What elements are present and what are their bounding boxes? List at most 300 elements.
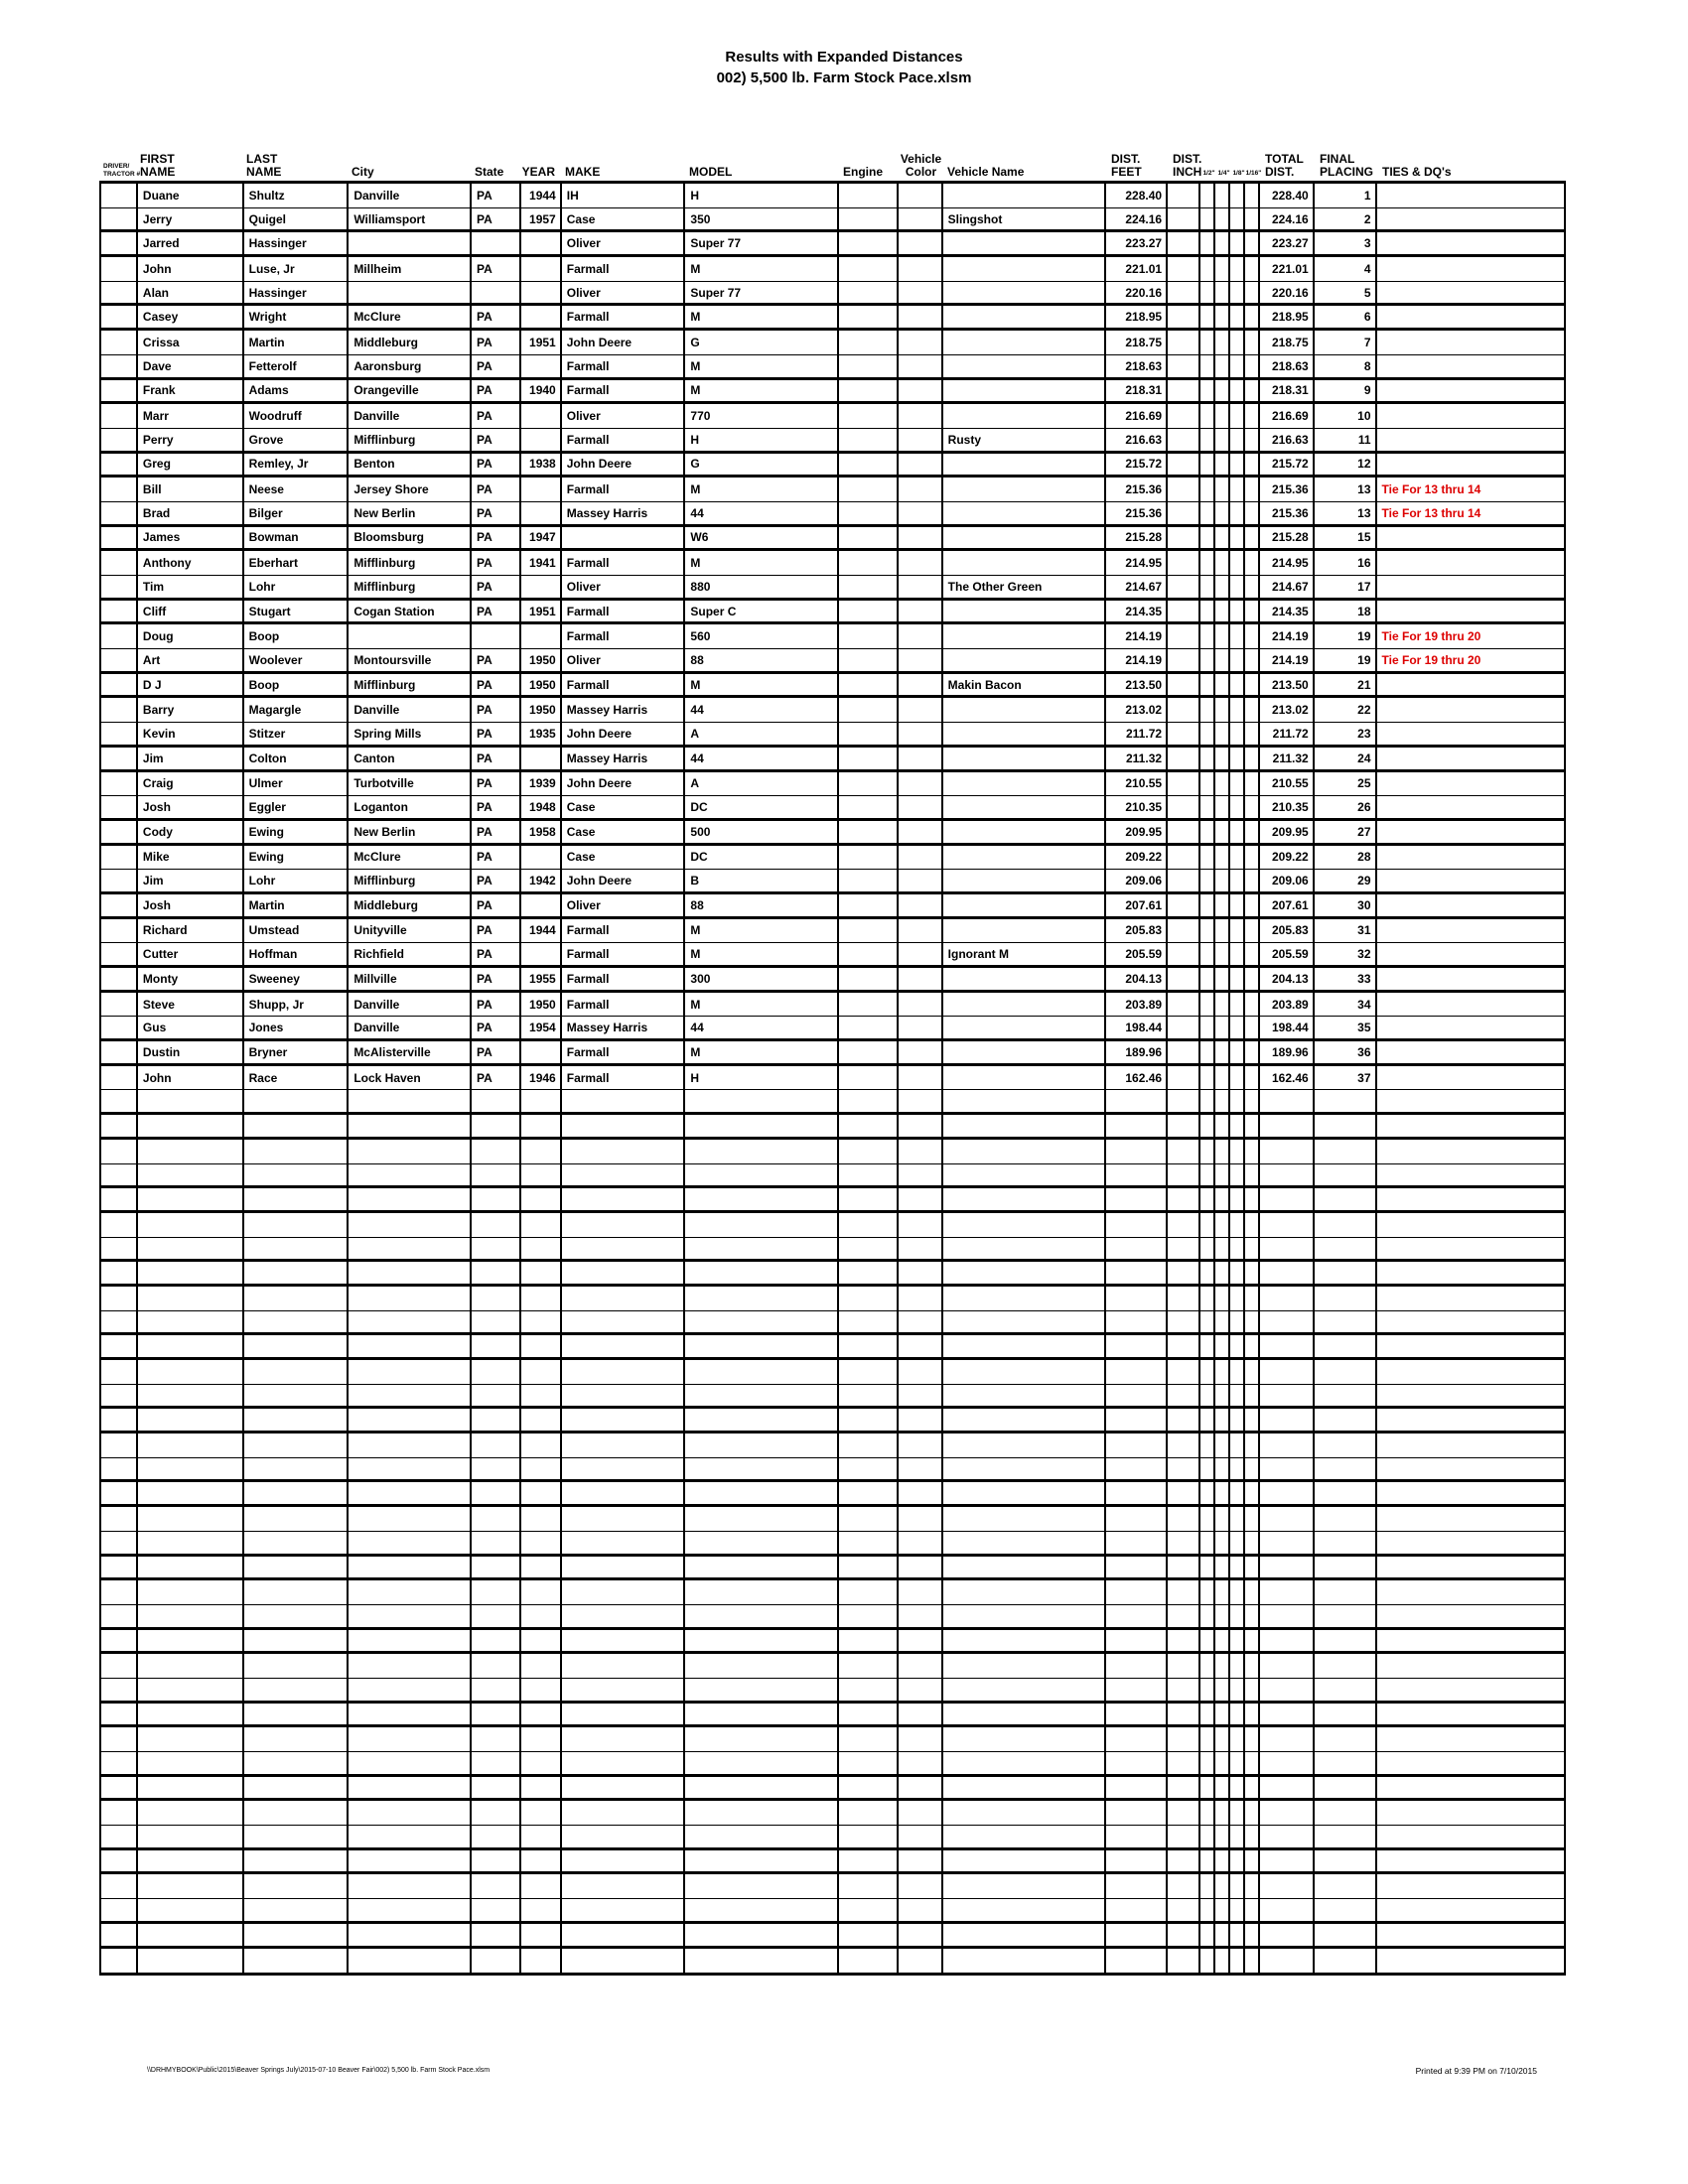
column-header-vehicle-name: Vehicle Name — [947, 165, 1025, 179]
driver-tractor-number-cell — [101, 576, 138, 598]
final-placing-cell: 17 — [1315, 576, 1377, 598]
year-cell — [521, 1041, 562, 1063]
engine-cell — [839, 1409, 899, 1431]
eighth-inch-cell — [1230, 993, 1245, 1017]
final-placing-cell: 12 — [1315, 454, 1377, 476]
final-placing-cell: 13 — [1315, 502, 1377, 524]
model-cell: 770 — [685, 404, 839, 428]
make-cell — [562, 1605, 686, 1627]
final-placing-cell — [1315, 1140, 1377, 1163]
state-cell: PA — [472, 306, 521, 328]
total-dist-cell: 209.95 — [1260, 821, 1315, 843]
eighth-inch-cell — [1230, 502, 1245, 524]
model-cell — [685, 1801, 839, 1825]
driver-tractor-number-cell — [101, 846, 138, 870]
total-dist-cell — [1260, 1679, 1315, 1701]
make-cell: Massey Harris — [562, 748, 686, 769]
engine-cell — [839, 821, 899, 843]
eighth-inch-cell — [1230, 1287, 1245, 1310]
total-dist-cell — [1260, 1850, 1315, 1872]
sixteenth-inch-cell — [1245, 257, 1260, 281]
quarter-inch-cell — [1215, 1557, 1230, 1578]
model-cell: M — [685, 478, 839, 501]
final-placing-cell: 22 — [1315, 698, 1377, 722]
year-cell — [521, 1262, 562, 1284]
driver-tractor-number-cell — [101, 1164, 138, 1186]
quarter-inch-cell — [1215, 1801, 1230, 1825]
dist-inch-cell — [1168, 282, 1200, 304]
final-placing-cell — [1315, 1311, 1377, 1333]
sixteenth-inch-cell — [1245, 1287, 1260, 1310]
first-name-cell — [138, 1850, 244, 1872]
vehicle-name-cell — [943, 1605, 1107, 1627]
dist-inch-cell — [1168, 1532, 1200, 1554]
table-row — [101, 576, 1564, 601]
vehicle-color-cell — [899, 502, 943, 524]
driver-tractor-number-cell — [101, 1924, 138, 1946]
eighth-inch-cell — [1230, 454, 1245, 476]
make-cell: Farmall — [562, 674, 686, 696]
half-inch-cell — [1200, 1041, 1215, 1063]
eighth-inch-cell — [1230, 1066, 1245, 1090]
first-name-cell: Josh — [138, 894, 244, 916]
driver-tractor-number-cell — [101, 1874, 138, 1898]
vehicle-color-cell — [899, 1409, 943, 1431]
engine-cell — [839, 846, 899, 870]
driver-tractor-number-cell — [101, 1482, 138, 1504]
dist-inch-cell — [1168, 1360, 1200, 1384]
total-dist-cell: 220.16 — [1260, 282, 1315, 304]
dist-inch-cell — [1168, 1041, 1200, 1063]
make-cell — [562, 1409, 686, 1431]
table-row — [101, 306, 1564, 331]
state-cell — [472, 1679, 521, 1701]
city-cell — [349, 1630, 472, 1652]
first-name-cell — [138, 1630, 244, 1652]
sixteenth-inch-cell — [1245, 1777, 1260, 1799]
city-cell — [349, 1924, 472, 1946]
last-name-cell — [244, 1433, 350, 1457]
dist-feet-cell — [1106, 1458, 1168, 1480]
quarter-inch-cell — [1215, 846, 1230, 870]
total-dist-cell: 218.31 — [1260, 380, 1315, 402]
ties-dqs-cell — [1377, 208, 1564, 230]
vehicle-name-cell — [943, 1090, 1107, 1112]
ties-dqs-cell — [1377, 1704, 1564, 1725]
total-dist-cell: 210.35 — [1260, 796, 1315, 818]
final-placing-cell — [1315, 1826, 1377, 1847]
last-name-cell — [244, 1679, 350, 1701]
last-name-cell: Bilger — [244, 502, 350, 524]
ties-dqs-cell — [1377, 1630, 1564, 1652]
last-name-cell — [244, 1654, 350, 1678]
driver-tractor-number-cell — [101, 601, 138, 622]
state-cell: PA — [472, 993, 521, 1017]
year-cell — [521, 1238, 562, 1260]
final-placing-cell — [1315, 1679, 1377, 1701]
half-inch-cell — [1200, 748, 1215, 769]
make-cell — [562, 1727, 686, 1751]
half-inch-cell — [1200, 894, 1215, 916]
total-dist-cell — [1260, 1164, 1315, 1186]
final-placing-cell — [1315, 1507, 1377, 1531]
driver-tractor-number-cell — [101, 1630, 138, 1652]
city-cell — [349, 624, 472, 648]
year-cell — [521, 306, 562, 328]
eighth-inch-cell — [1230, 1826, 1245, 1847]
half-inch-cell — [1200, 282, 1215, 304]
final-placing-cell — [1315, 1727, 1377, 1751]
half-inch-cell — [1200, 1066, 1215, 1090]
total-dist-cell — [1260, 1090, 1315, 1112]
eighth-inch-cell — [1230, 1140, 1245, 1163]
engine-cell — [839, 380, 899, 402]
state-cell — [472, 1532, 521, 1554]
year-cell — [521, 943, 562, 965]
last-name-cell — [244, 1164, 350, 1186]
make-cell: Farmall — [562, 919, 686, 943]
total-dist-cell — [1260, 1654, 1315, 1678]
dist-feet-cell — [1106, 1532, 1168, 1554]
make-cell — [562, 1188, 686, 1210]
table-row — [101, 257, 1564, 282]
last-name-cell: Martin — [244, 894, 350, 916]
half-inch-cell — [1200, 184, 1215, 207]
vehicle-color-cell — [899, 1727, 943, 1751]
final-placing-cell: 29 — [1315, 870, 1377, 891]
make-cell: John Deere — [562, 723, 686, 745]
city-cell — [349, 1580, 472, 1604]
quarter-inch-cell — [1215, 1924, 1230, 1946]
vehicle-color-cell — [899, 1899, 943, 1921]
quarter-inch-cell — [1215, 1115, 1230, 1137]
last-name-cell: Hoffman — [244, 943, 350, 965]
engine-cell — [839, 674, 899, 696]
table-row — [101, 551, 1564, 576]
dist-feet-cell — [1106, 1140, 1168, 1163]
model-cell: 350 — [685, 208, 839, 230]
model-cell — [685, 1507, 839, 1531]
engine-cell — [839, 1727, 899, 1751]
engine-cell — [839, 1041, 899, 1063]
quarter-inch-cell — [1215, 968, 1230, 990]
engine-cell — [839, 1164, 899, 1186]
driver-tractor-number-cell — [101, 1360, 138, 1384]
engine-cell — [839, 1826, 899, 1847]
dist-inch-cell — [1168, 1140, 1200, 1163]
ties-dqs-cell — [1377, 1482, 1564, 1504]
year-cell — [521, 1164, 562, 1186]
file-path-footer: \\DRHMYBOOK\Public\2015\Beaver Springs July\2015-07-10 Beaver Fair\002) 5,500 lb. Farm Stock Pace.xlsm — [147, 2067, 491, 2074]
column-header-eighth-inch: 1/8" — [1232, 170, 1245, 177]
table-row — [101, 821, 1564, 846]
city-cell: Danville — [349, 698, 472, 722]
city-cell: Middleburg — [349, 331, 472, 354]
eighth-inch-cell — [1230, 1557, 1245, 1578]
column-header-dist-feet: DIST. FEET — [1111, 152, 1142, 179]
last-name-cell: Eberhart — [244, 551, 350, 575]
driver-tractor-number-cell — [101, 1213, 138, 1237]
first-name-cell: Cody — [138, 821, 244, 843]
model-cell: 44 — [685, 748, 839, 769]
quarter-inch-cell — [1215, 1727, 1230, 1751]
vehicle-name-cell — [943, 1311, 1107, 1333]
dist-feet-cell — [1106, 1262, 1168, 1284]
vehicle-name-cell — [943, 1580, 1107, 1604]
final-placing-cell — [1315, 1164, 1377, 1186]
engine-cell — [839, 1605, 899, 1627]
state-cell — [472, 1385, 521, 1407]
dist-feet-cell: 210.35 — [1106, 796, 1168, 818]
sixteenth-inch-cell — [1245, 1605, 1260, 1627]
results-table — [99, 181, 1566, 1976]
first-name-cell — [138, 1482, 244, 1504]
sixteenth-inch-cell — [1245, 1801, 1260, 1825]
sixteenth-inch-cell — [1245, 1924, 1260, 1946]
last-name-cell — [244, 1850, 350, 1872]
eighth-inch-cell — [1230, 1213, 1245, 1237]
first-name-cell: Richard — [138, 919, 244, 943]
total-dist-cell: 214.95 — [1260, 551, 1315, 575]
total-dist-cell: 204.13 — [1260, 968, 1315, 990]
vehicle-color-cell — [899, 1679, 943, 1701]
half-inch-cell — [1200, 306, 1215, 328]
state-cell — [472, 1409, 521, 1431]
ties-dqs-cell — [1377, 1287, 1564, 1310]
year-cell: 1941 — [521, 551, 562, 575]
quarter-inch-cell — [1215, 551, 1230, 575]
quarter-inch-cell — [1215, 772, 1230, 796]
ties-dqs-cell — [1377, 796, 1564, 818]
vehicle-color-cell — [899, 478, 943, 501]
sixteenth-inch-cell — [1245, 1213, 1260, 1237]
state-cell — [472, 1727, 521, 1751]
dist-feet-cell: 211.72 — [1106, 723, 1168, 745]
make-cell — [562, 1213, 686, 1237]
last-name-cell: Race — [244, 1066, 350, 1090]
half-inch-cell — [1200, 1360, 1215, 1384]
first-name-cell — [138, 1532, 244, 1554]
ties-dqs-cell — [1377, 1115, 1564, 1137]
dist-feet-cell: 205.59 — [1106, 943, 1168, 965]
sixteenth-inch-cell — [1245, 184, 1260, 207]
quarter-inch-cell — [1215, 355, 1230, 377]
half-inch-cell — [1200, 478, 1215, 501]
last-name-cell — [244, 1458, 350, 1480]
make-cell — [562, 1311, 686, 1333]
first-name-cell — [138, 1335, 244, 1357]
final-placing-cell — [1315, 1801, 1377, 1825]
sixteenth-inch-cell — [1245, 649, 1260, 671]
vehicle-name-cell — [943, 796, 1107, 818]
model-cell — [685, 1409, 839, 1431]
last-name-cell — [244, 1090, 350, 1112]
final-placing-cell: 11 — [1315, 429, 1377, 451]
vehicle-name-cell — [943, 502, 1107, 524]
quarter-inch-cell — [1215, 454, 1230, 476]
state-cell: PA — [472, 601, 521, 622]
quarter-inch-cell — [1215, 870, 1230, 891]
make-cell: Oliver — [562, 232, 686, 254]
eighth-inch-cell — [1230, 1458, 1245, 1480]
ties-dqs-cell — [1377, 1557, 1564, 1578]
model-cell: Super 77 — [685, 232, 839, 254]
dist-inch-cell — [1168, 1335, 1200, 1357]
ties-dqs-cell — [1377, 1899, 1564, 1921]
vehicle-color-cell — [899, 919, 943, 943]
vehicle-color-cell — [899, 601, 943, 622]
vehicle-color-cell — [899, 674, 943, 696]
final-placing-cell: 27 — [1315, 821, 1377, 843]
state-cell — [472, 1262, 521, 1284]
dist-inch-cell — [1168, 698, 1200, 722]
final-placing-cell — [1315, 1949, 1377, 1974]
first-name-cell: Cliff — [138, 601, 244, 622]
total-dist-cell — [1260, 1924, 1315, 1946]
model-cell: DC — [685, 796, 839, 818]
final-placing-cell: 8 — [1315, 355, 1377, 377]
year-cell — [521, 404, 562, 428]
model-cell: M — [685, 993, 839, 1017]
final-placing-cell: 15 — [1315, 527, 1377, 549]
vehicle-name-cell — [943, 380, 1107, 402]
final-placing-cell: 28 — [1315, 846, 1377, 870]
total-dist-cell: 205.83 — [1260, 919, 1315, 943]
column-header-driver-tractor-number: DRIVER/ TRACTOR # — [103, 163, 141, 178]
year-cell — [521, 1704, 562, 1725]
dist-inch-cell — [1168, 1238, 1200, 1260]
city-cell — [349, 1213, 472, 1237]
final-placing-cell — [1315, 1557, 1377, 1578]
ties-dqs-cell — [1377, 870, 1564, 891]
final-placing-cell — [1315, 1752, 1377, 1774]
first-name-cell — [138, 1679, 244, 1701]
empty-row — [101, 1752, 1564, 1777]
dist-feet-cell — [1106, 1385, 1168, 1407]
column-header-half-inch: 1/2" — [1202, 170, 1215, 177]
model-cell — [685, 1262, 839, 1284]
total-dist-cell — [1260, 1580, 1315, 1604]
city-cell: Canton — [349, 748, 472, 769]
dist-inch-cell — [1168, 968, 1200, 990]
eighth-inch-cell — [1230, 429, 1245, 451]
year-cell — [521, 1654, 562, 1678]
state-cell — [472, 1654, 521, 1678]
dist-feet-cell — [1106, 1874, 1168, 1898]
ties-dqs-cell — [1377, 968, 1564, 990]
state-cell — [472, 1433, 521, 1457]
year-cell: 1958 — [521, 821, 562, 843]
total-dist-cell — [1260, 1605, 1315, 1627]
dist-feet-cell: 218.63 — [1106, 355, 1168, 377]
make-cell: Oliver — [562, 576, 686, 598]
model-cell: 88 — [685, 649, 839, 671]
state-cell: PA — [472, 1066, 521, 1090]
sixteenth-inch-cell — [1245, 454, 1260, 476]
total-dist-cell: 209.22 — [1260, 846, 1315, 870]
half-inch-cell — [1200, 968, 1215, 990]
engine-cell — [839, 257, 899, 281]
vehicle-name-cell — [943, 748, 1107, 769]
dist-feet-cell — [1106, 1311, 1168, 1333]
engine-cell — [839, 429, 899, 451]
eighth-inch-cell — [1230, 919, 1245, 943]
final-placing-cell: 32 — [1315, 943, 1377, 965]
model-cell — [685, 1115, 839, 1137]
state-cell: PA — [472, 527, 521, 549]
first-name-cell: Monty — [138, 968, 244, 990]
city-cell — [349, 1090, 472, 1112]
state-cell: PA — [472, 404, 521, 428]
column-header-quarter-inch: 1/4" — [1217, 170, 1230, 177]
ties-dqs-cell — [1377, 1507, 1564, 1531]
total-dist-cell: 218.75 — [1260, 331, 1315, 354]
quarter-inch-cell — [1215, 1679, 1230, 1701]
total-dist-cell — [1260, 1801, 1315, 1825]
make-cell: Farmall — [562, 551, 686, 575]
first-name-cell: D J — [138, 674, 244, 696]
engine-cell — [839, 208, 899, 230]
table-row — [101, 624, 1564, 649]
last-name-cell — [244, 1801, 350, 1825]
quarter-inch-cell — [1215, 257, 1230, 281]
city-cell: Montoursville — [349, 649, 472, 671]
ties-dqs-cell — [1377, 380, 1564, 402]
state-cell: PA — [472, 674, 521, 696]
year-cell — [521, 1801, 562, 1825]
last-name-cell: Shupp, Jr — [244, 993, 350, 1017]
final-placing-cell: 33 — [1315, 968, 1377, 990]
state-cell: PA — [472, 870, 521, 891]
model-cell — [685, 1850, 839, 1872]
table-row — [101, 943, 1564, 968]
city-cell — [349, 1482, 472, 1504]
state-cell — [472, 1090, 521, 1112]
empty-row — [101, 1360, 1564, 1385]
quarter-inch-cell — [1215, 796, 1230, 818]
half-inch-cell — [1200, 1311, 1215, 1333]
last-name-cell — [244, 1826, 350, 1847]
make-cell: Oliver — [562, 282, 686, 304]
model-cell: B — [685, 870, 839, 891]
half-inch-cell — [1200, 1826, 1215, 1847]
ties-dqs-cell — [1377, 821, 1564, 843]
city-cell — [349, 1262, 472, 1284]
engine-cell — [839, 796, 899, 818]
dist-feet-cell: 213.02 — [1106, 698, 1168, 722]
total-dist-cell — [1260, 1507, 1315, 1531]
city-cell: New Berlin — [349, 821, 472, 843]
last-name-cell: Stugart — [244, 601, 350, 622]
vehicle-name-cell — [943, 1458, 1107, 1480]
driver-tractor-number-cell — [101, 772, 138, 796]
last-name-cell: Ewing — [244, 821, 350, 843]
last-name-cell: Adams — [244, 380, 350, 402]
make-cell: Farmall — [562, 1066, 686, 1090]
empty-row — [101, 1557, 1564, 1581]
sixteenth-inch-cell — [1245, 1041, 1260, 1063]
last-name-cell — [244, 1580, 350, 1604]
last-name-cell: Wright — [244, 306, 350, 328]
make-cell — [562, 1850, 686, 1872]
vehicle-color-cell — [899, 748, 943, 769]
driver-tractor-number-cell — [101, 1532, 138, 1554]
first-name-cell — [138, 1385, 244, 1407]
eighth-inch-cell — [1230, 1580, 1245, 1604]
empty-row — [101, 1287, 1564, 1311]
vehicle-color-cell — [899, 306, 943, 328]
total-dist-cell: 224.16 — [1260, 208, 1315, 230]
